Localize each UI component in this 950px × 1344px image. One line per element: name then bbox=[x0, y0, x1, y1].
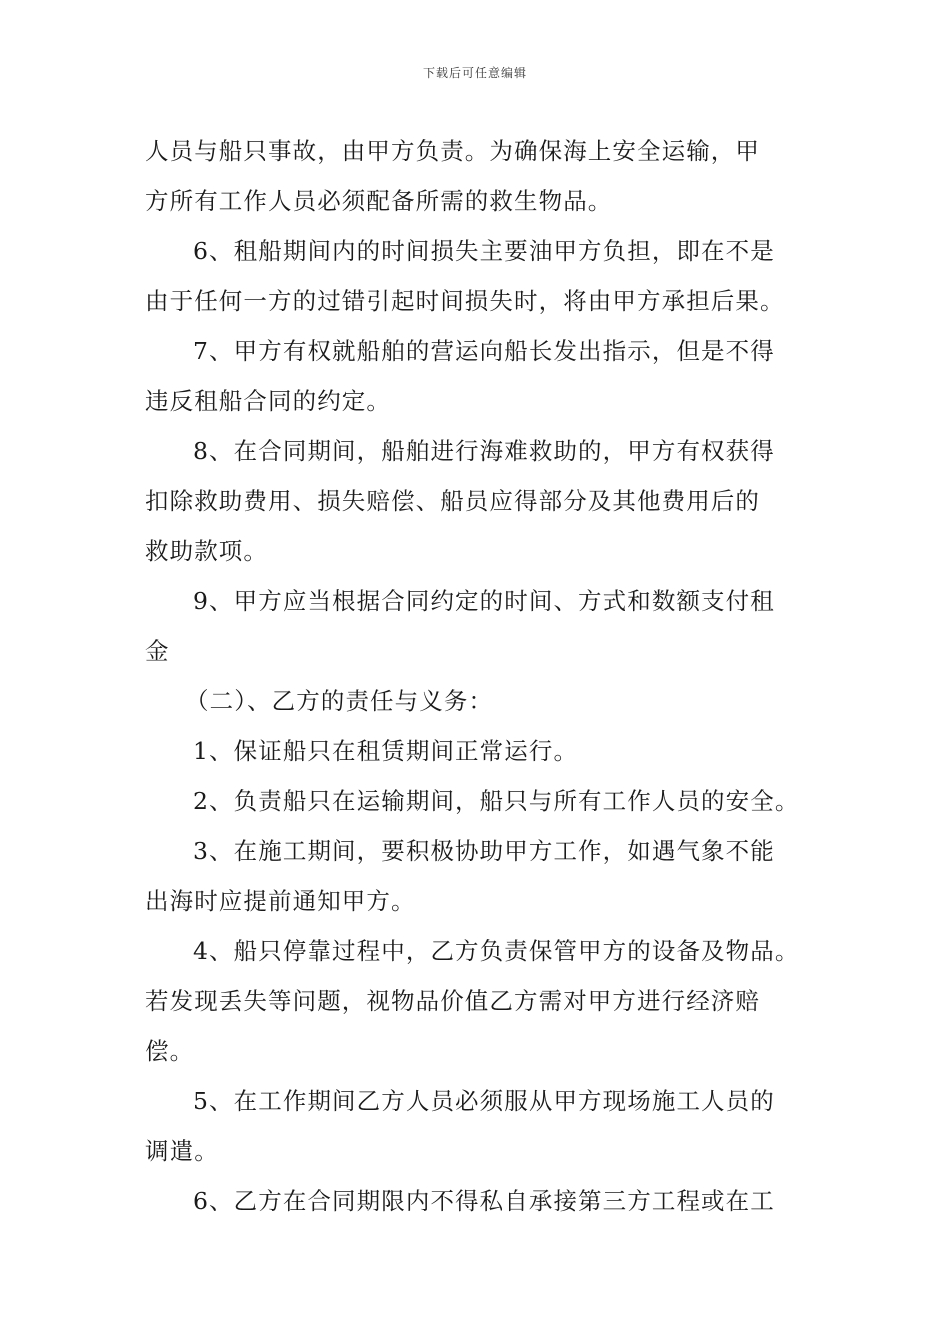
paragraph-line: 6、租船期间内的时间损失主要油甲方负担，即在不是 bbox=[193, 237, 775, 265]
paragraph-line: 由于任何一方的过错引起时间损失时，将由甲方承担后果。 bbox=[145, 287, 785, 315]
page-header: 下载后可任意编辑 bbox=[422, 66, 527, 80]
paragraph-line: 7、甲方有权就船舶的营运向船长发出指示，但是不得 bbox=[193, 337, 775, 365]
paragraph-line: 方所有工作人员必须配备所需的救生物品。 bbox=[145, 187, 613, 215]
paragraph-line: 6、乙方在合同期限内不得私自承接第三方工程或在工 bbox=[193, 1187, 775, 1215]
paragraph-line: 救助款项。 bbox=[145, 537, 268, 565]
document-body bbox=[145, 126, 825, 1226]
paragraph-line: 人员与船只事故，由甲方负责。为确保海上安全运输，甲 bbox=[145, 137, 760, 165]
paragraph-line: 5、在工作期间乙方人员必须服从甲方现场施工人员的 bbox=[193, 1087, 775, 1115]
paragraph-line: 偿。 bbox=[145, 1037, 195, 1065]
paragraph-line: 扣除救助费用、损失赔偿、船员应得部分及其他费用后的 bbox=[145, 487, 760, 515]
paragraph-line: 3、在施工期间，要积极协助甲方工作，如遇气象不能 bbox=[193, 837, 775, 865]
paragraph-line: 1、保证船只在租赁期间正常运行。 bbox=[193, 737, 579, 765]
paragraph-line: 出海时应提前通知甲方。 bbox=[145, 887, 416, 915]
paragraph-line: 4、船只停靠过程中，乙方负责保管甲方的设备及物品。 bbox=[193, 937, 800, 965]
section-heading: （二）、乙方的责任与义务： bbox=[185, 687, 494, 715]
paragraph-line: 金 bbox=[145, 637, 170, 665]
paragraph-line: 2、负责船只在运输期间，船只与所有工作人员的安全。 bbox=[193, 787, 800, 815]
paragraph-line: 8、在合同期间，船舶进行海难救助的，甲方有权获得 bbox=[193, 437, 775, 465]
paragraph-line: 若发现丢失等问题，视物品价值乙方需对甲方进行经济赔 bbox=[145, 987, 760, 1015]
paragraph-line: 调遣。 bbox=[145, 1137, 219, 1165]
paragraph-line: 违反租船合同的约定。 bbox=[145, 387, 391, 415]
paragraph-line: 9、甲方应当根据合同约定的时间、方式和数额支付租 bbox=[193, 587, 775, 615]
